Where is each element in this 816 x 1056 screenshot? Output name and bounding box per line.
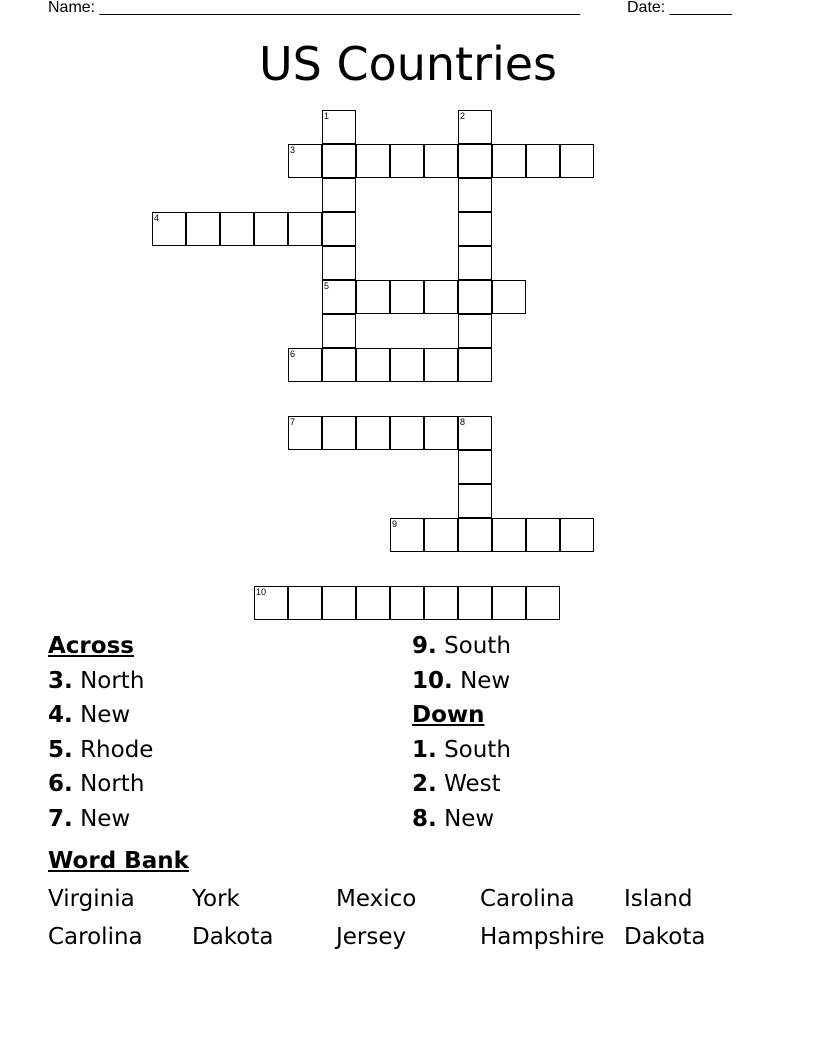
clue-number-label: 10 [256, 587, 267, 597]
clue-number: 4. [48, 702, 73, 728]
clue-across-10 [412, 664, 511, 699]
word-bank-heading: Word Bank [48, 848, 189, 874]
word-bank-word: Jersey [336, 924, 407, 950]
crossword-cell[interactable] [458, 246, 492, 280]
clue-across-9 [412, 629, 511, 664]
crossword-cell[interactable] [390, 144, 424, 178]
crossword-cell[interactable] [458, 518, 492, 552]
crossword-cell[interactable] [322, 416, 356, 450]
word-bank-word: Virginia [48, 886, 135, 912]
crossword-cell[interactable] [186, 212, 220, 246]
crossword-cell[interactable] [220, 212, 254, 246]
crossword-cell[interactable] [560, 518, 594, 552]
clue-text: South [444, 736, 511, 763]
crossword-cell[interactable] [288, 416, 322, 450]
crossword-cell[interactable] [322, 280, 356, 314]
clue-number-label: 4 [154, 213, 160, 223]
crossword-cell[interactable] [322, 246, 356, 280]
date-field[interactable]: Date: _______ [627, 0, 732, 16]
clue-number-label: 5 [324, 281, 330, 291]
crossword-cell[interactable] [458, 348, 492, 382]
crossword-cell[interactable] [390, 348, 424, 382]
crossword-cell[interactable] [424, 144, 458, 178]
clue-across-6 [48, 767, 153, 802]
crossword-cell[interactable] [526, 144, 560, 178]
crossword-cell[interactable] [152, 212, 186, 246]
clue-text: North [80, 667, 145, 694]
clue-across-5 [48, 733, 153, 768]
crossword-cell[interactable] [458, 586, 492, 620]
crossword-cell[interactable] [356, 144, 390, 178]
clues-column-left [48, 629, 153, 836]
crossword-cell[interactable] [492, 280, 526, 314]
clue-number: 10. [412, 667, 453, 694]
clue-text: New [460, 667, 511, 694]
crossword-cell[interactable] [526, 518, 560, 552]
crossword-cell[interactable] [390, 280, 424, 314]
word-bank-word: Carolina [48, 924, 143, 950]
clue-across-3 [48, 664, 153, 699]
word-bank-word: Island [624, 886, 693, 912]
crossword-cell[interactable] [424, 348, 458, 382]
clue-number: 3. [48, 667, 73, 694]
clue-down-8 [412, 802, 511, 837]
crossword-cell[interactable] [288, 212, 322, 246]
clue-number-label: 3 [290, 145, 296, 155]
clue-number-label: 2 [460, 111, 466, 121]
crossword-cell[interactable] [526, 586, 560, 620]
clue-number: 5. [48, 736, 73, 763]
clue-text: New [80, 702, 131, 728]
crossword-cell[interactable] [322, 110, 356, 144]
clue-text: New [80, 805, 131, 832]
clue-across-7 [48, 802, 153, 837]
crossword-cell[interactable] [254, 586, 288, 620]
crossword-cell[interactable] [288, 586, 322, 620]
crossword-cell[interactable] [458, 416, 492, 450]
clue-text: Rhode [80, 736, 154, 763]
clue-number-label: 1 [324, 111, 330, 121]
word-bank-word: Carolina [480, 886, 575, 912]
page-title: US Countries [258, 37, 558, 91]
clue-number: 7. [48, 805, 73, 832]
crossword-cell[interactable] [424, 280, 458, 314]
clue-number: 1. [412, 736, 437, 763]
crossword-cell[interactable] [322, 314, 356, 348]
crossword-cell[interactable] [458, 144, 492, 178]
down-heading: Down [412, 702, 485, 728]
crossword-cell[interactable] [356, 348, 390, 382]
crossword-cell[interactable] [356, 280, 390, 314]
crossword-cell[interactable] [424, 518, 458, 552]
crossword-cell[interactable] [458, 314, 492, 348]
clue-across-4 [48, 698, 153, 733]
crossword-cell[interactable] [288, 144, 322, 178]
clue-text: North [80, 771, 145, 797]
clue-number: 2. [412, 771, 437, 797]
crossword-cell[interactable] [560, 144, 594, 178]
clue-text: New [444, 805, 495, 832]
clue-down-2 [412, 767, 511, 802]
word-bank-word: Mexico [336, 886, 417, 912]
word-bank-word: York [192, 886, 240, 912]
crossword-cell[interactable] [288, 348, 322, 382]
crossword-cell[interactable] [322, 586, 356, 620]
crossword-cell[interactable] [322, 348, 356, 382]
clue-number: 9. [412, 633, 437, 659]
crossword-cell[interactable] [458, 212, 492, 246]
word-bank-word: Hampshire [480, 924, 605, 950]
across-heading: Across [48, 633, 134, 659]
crossword-cell[interactable] [322, 144, 356, 178]
clues-column-right [412, 629, 511, 836]
crossword-cell[interactable] [492, 144, 526, 178]
clue-number: 8. [412, 805, 437, 832]
crossword-cell[interactable] [458, 110, 492, 144]
crossword-cell[interactable] [322, 212, 356, 246]
name-field[interactable]: Name: ______________________________________________________ [48, 0, 581, 16]
clue-number-label: 6 [290, 349, 296, 359]
crossword-cell[interactable] [492, 518, 526, 552]
crossword-cell[interactable] [390, 518, 424, 552]
word-bank-word: Dakota [192, 924, 274, 950]
crossword-cell[interactable] [458, 450, 492, 484]
crossword-cell[interactable] [322, 178, 356, 212]
clue-text: West [444, 771, 501, 797]
clue-down-1 [412, 733, 511, 768]
crossword-cell[interactable] [424, 416, 458, 450]
crossword-cell[interactable] [424, 586, 458, 620]
crossword-cell[interactable] [458, 280, 492, 314]
clue-number-label: 7 [290, 417, 296, 427]
clue-number-label: 9 [392, 519, 398, 529]
crossword-cell[interactable] [458, 178, 492, 212]
clue-number-label: 8 [460, 417, 466, 427]
crossword-cell[interactable] [254, 212, 288, 246]
word-bank-word: Dakota [624, 924, 706, 950]
crossword-cell[interactable] [492, 586, 526, 620]
crossword-cell[interactable] [458, 484, 492, 518]
clue-text: South [444, 633, 511, 659]
crossword-cell[interactable] [356, 586, 390, 620]
crossword-cell[interactable] [356, 416, 390, 450]
crossword-cell[interactable] [390, 586, 424, 620]
clue-number: 6. [48, 771, 73, 797]
crossword-cell[interactable] [390, 416, 424, 450]
